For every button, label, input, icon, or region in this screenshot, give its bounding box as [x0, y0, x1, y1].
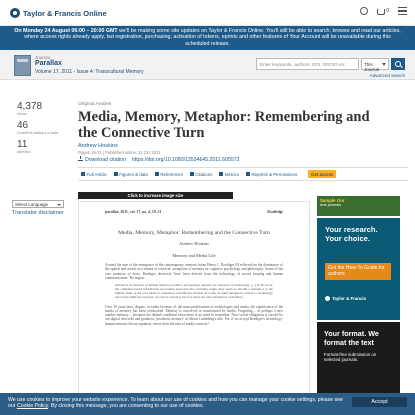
tab-full-article[interactable] [81, 172, 107, 177]
search-input[interactable]: Enter keywords, authors, DOI, ORCID etc [256, 58, 359, 70]
header-actions [360, 7, 407, 15]
cookie-text [8, 397, 343, 410]
article-pages: Pages 19-31 | Published online: 11 Oct 2011 [78, 150, 161, 155]
journal-label: Journal [35, 55, 50, 60]
metric-views [17, 102, 67, 116]
metric-label: Views [17, 112, 27, 116]
cookie-policy-link[interactable]: Cookie Policy [16, 403, 48, 410]
metric-altmetric[interactable] [17, 140, 67, 154]
ad3-body: Format-free submission on selected journals. [324, 352, 377, 363]
journal-title[interactable]: Parallax [35, 60, 62, 67]
advanced-search-link[interactable]: Advanced search [369, 73, 405, 78]
search-scope-select[interactable]: This Journal [361, 58, 389, 70]
top-header [0, 0, 415, 26]
cookie-text-2: . By closing this message, you are consenting to our use of cookies. [48, 403, 204, 410]
translator-disclaimer-link[interactable]: Translator disclaimer [12, 210, 64, 216]
figures-icon [114, 172, 118, 176]
ad2-brand [325, 296, 366, 301]
first-page-preview[interactable] [78, 201, 310, 415]
metric-number: 11 [17, 139, 28, 151]
ad2-guide-button[interactable]: Get the How-To Guide for authors [325, 263, 391, 280]
tab-references[interactable] [155, 172, 183, 177]
publisher-logo: Routledge [267, 210, 283, 214]
article-tabs [78, 167, 408, 181]
reprints-icon [246, 172, 250, 176]
journal-bar [0, 50, 415, 80]
tab-citations[interactable] [190, 172, 213, 177]
ad1-subtitle: Arts journals [320, 203, 342, 207]
doi-link[interactable]: https://doi.org/10.1080/13534645.2011.605573 [131, 156, 240, 163]
journal-issue[interactable]: Volume 17, 2011 - Issue 4: Transcultural Memory [35, 69, 144, 75]
user-icon[interactable] [360, 7, 368, 15]
tab-label: Figures & data [119, 171, 148, 177]
ad2-brand-label: Taylor & Francis [332, 296, 367, 301]
metrics-icon [219, 172, 223, 176]
page-paragraph: Around the turn of the emergence of the contemporary memory boom Henry L. Roediger III reflected on the dominance of the spatial and search as a means of retrieval; metaphors of memory in cognitive psychology and philosophy. Some of the core premises of these, Roediger observed: 'have been derived from the technology of record keeping and human communication.' He argues: [105, 263, 283, 280]
page-header [105, 210, 283, 214]
article-actions [78, 156, 239, 163]
metric-label: CrossRef citations to date [17, 131, 59, 136]
cart-group[interactable] [377, 7, 389, 15]
page-journal-line: parallax, 2011, vol. 17, no. 4, 19–31 [105, 210, 162, 214]
tab-label: Metrics [224, 171, 240, 177]
journal-cover[interactable] [14, 55, 31, 76]
cart-count: 0 [386, 8, 389, 14]
get-access-button[interactable]: Get access [308, 170, 336, 178]
tab-label: References [160, 171, 183, 177]
metric-number: 4,378 [17, 101, 43, 112]
metric-label: Altmetric [17, 150, 31, 155]
article-type: Original Articles [78, 102, 112, 107]
maintenance-banner [0, 26, 415, 50]
metric-citations[interactable] [17, 121, 67, 135]
article-metrics [17, 102, 67, 160]
page-paragraph: Over 30 years later, despite, or rather because of, the mass proliferation of technologies and media, the significance of the media of memory has been overlooked. Memory is conceived or transformed by media. Forgetting – or perhaps a new zombie memory – becomes the default condition when there is no need to remember. Now social obligation is carried by our digital networks and grandeur, 'prosthetic memory' in Alison Landsberg's title. Yet, if we accept Roediger's technology-human memory theory equation, where does the idea of media come in? [105, 304, 283, 326]
article-author[interactable]: Andrew Hoskins [78, 143, 118, 149]
banner-lead: On Monday 24 August 06:00 – 20:00 GMT [14, 28, 118, 34]
page-quote: Advances in theories of human memory parallel, and perhaps depend on, advances in technology [...] In 30 years, the computer-based information processing approach that currently reigns may seem as invalid a metaphor to the human mind as the wax-tablet or telephone-switchboard models do today. If other metaphors related to technology have been similarly rejected, we can be certain it has not, there are later metaphors of memory. [115, 283, 273, 300]
tf-logo-icon [325, 296, 330, 301]
tf-logo-icon [10, 8, 20, 18]
menu-icon[interactable] [398, 7, 407, 15]
banner-text: we'll be making some site updates on Taylor & Francis Online. You'll still be able to search, browse and read our articles, where access rights already apply, but registration, purchasing, activation of tokens, eprints and other features of Your Account will be unavailable during this scheduled release. [24, 28, 401, 47]
page-author: Andrew Hoskins [179, 241, 209, 246]
cookie-text-1: We use cookies to improve your website experience. To learn about our use of cookies and how you can manage your cookie settings, please see our [8, 397, 343, 410]
tab-label: Citations [195, 171, 213, 177]
article-icon [81, 172, 85, 176]
tab-figures[interactable] [114, 172, 148, 177]
brand-name: Taylor & Francis Online [23, 8, 107, 18]
download-citation-label: Download citation [85, 157, 126, 163]
article-title: Media, Memory, Metaphor: Remembering and the Connective Turn [78, 109, 370, 141]
tab-metrics[interactable] [219, 172, 239, 177]
ad-research-choice[interactable] [317, 218, 400, 320]
ad-sample-journals[interactable] [317, 196, 400, 216]
metric-number: 46 [17, 120, 29, 132]
ad-format-free[interactable] [317, 322, 400, 394]
enlarge-image-button[interactable]: Click to increase image size [78, 192, 233, 199]
ad1-title: Sample Our [320, 198, 345, 203]
download-icon [78, 156, 83, 161]
page-subheading: Memory and Media Life [172, 253, 216, 258]
download-citation-link[interactable] [78, 156, 126, 163]
cart-icon [377, 9, 385, 15]
tab-label: Full Article [86, 171, 107, 177]
site-logo[interactable] [10, 8, 107, 18]
cookie-banner [0, 393, 415, 415]
references-icon [155, 172, 159, 176]
tab-reprints[interactable] [246, 172, 297, 177]
search-button[interactable] [391, 58, 405, 70]
accept-cookies-button[interactable]: Accept [352, 397, 407, 407]
ad3-heading: Your format. We format the text [324, 329, 379, 347]
page-title: Media, Memory, Metaphor: Remembering and the Connective Turn [118, 230, 270, 236]
language-select[interactable]: Select Language [12, 200, 64, 208]
citations-icon [190, 172, 194, 176]
ad2-heading: Your research. Your choice. [325, 225, 378, 243]
tab-label: Reprints & Permissions [251, 171, 298, 177]
